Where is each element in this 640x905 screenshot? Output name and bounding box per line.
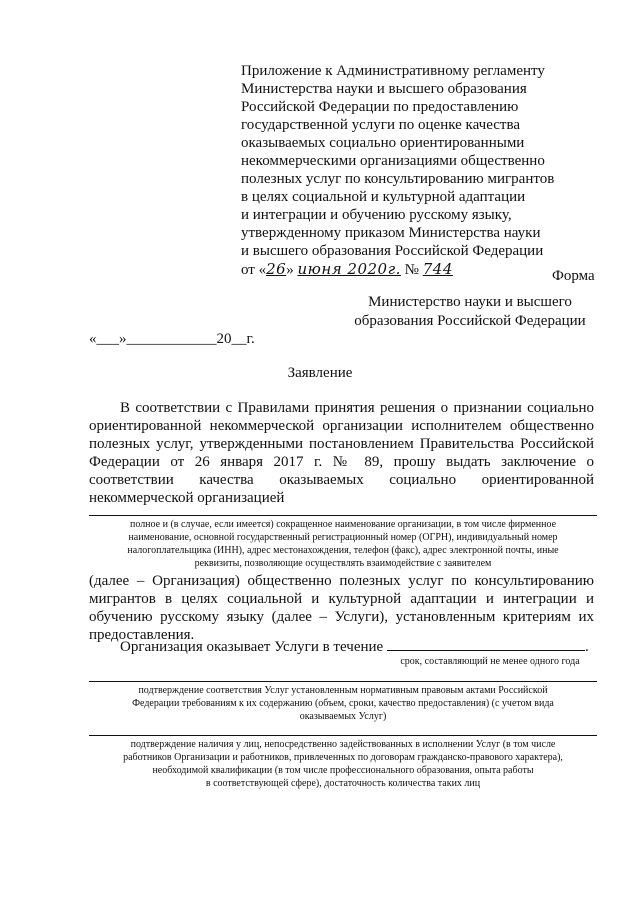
appendix-line: утвержденному приказом Министерства науки [241, 225, 541, 241]
appendix-line: и высшего образования Российской Федерации [241, 243, 544, 259]
compliance-caption [89, 684, 597, 723]
form-label: Форма [552, 268, 595, 284]
organization-name-caption [89, 518, 597, 570]
caption-line: работников Организации и работников, привлеченных по договорам гражданско-правового характера), [123, 752, 563, 763]
appendix-line: и интеграции и обучению русскому языку, [241, 207, 512, 223]
paragraph-services: (далее – Организация) общественно полезных услуг по консультированию мигрантов в целях социальной и культурной адаптации и интеграции и обучению русскому языку (далее – Услуги), установленным критериям их предоставления. [89, 573, 594, 643]
appendix-line: Российской Федерации по предоставлению [241, 99, 519, 115]
application-date-blank: «___»____________20__г. [89, 331, 255, 347]
service-period-line [120, 638, 589, 656]
date-mid: » [286, 262, 294, 278]
caption-line: реквизиты, позволяющие осуществлять взаимодействие с заявителем [194, 558, 492, 569]
appendix-line: полезных услуг по консультированию мигрантов [241, 171, 555, 187]
caption-line: оказываемых Услуг) [299, 711, 387, 722]
compliance-line [89, 681, 597, 682]
service-period-label: Организация оказывает Услуги в течение [120, 639, 384, 655]
addressee-line: образования Российской Федерации [354, 313, 586, 329]
service-period-end: . [584, 639, 589, 655]
appendix-header [241, 62, 581, 279]
appendix-line: государственной услуги по оценке качества [241, 117, 520, 133]
appendix-line: Приложение к Административному регламенту [241, 63, 545, 79]
appendix-line: оказываемых социально ориентированными [241, 135, 525, 151]
appendix-line: некоммерческими организациями общественно [241, 153, 545, 169]
caption-line: полное и (в случае, если имеется) сокращенное наименование организации, в том числе фирменное [129, 519, 557, 530]
caption-line: налогоплательщика (ИНН), адрес местонахождения, телефон (факс), адрес электронной почты, иные [127, 545, 559, 556]
handwritten-order-number: 744 [422, 260, 453, 278]
service-period-caption: срок, составляющий не менее одного года [400, 656, 580, 667]
addressee-line: Министерство науки и высшего [368, 294, 572, 310]
caption-line: в соответствующей сфере), достаточность количества таких лиц [205, 778, 481, 789]
date-prefix: от « [241, 262, 267, 278]
order-date-line [241, 260, 581, 279]
service-period-blank [387, 638, 585, 651]
addressee [345, 293, 595, 331]
caption-line: необходимой квалификации (в том числе профессионального образования, опыта работы [152, 765, 534, 776]
number-label: № [404, 262, 419, 278]
caption-line: Федерации требованиям к их содержанию (объем, сроки, качество предоставления) (с учетом вида [132, 698, 554, 709]
qualification-line [89, 735, 597, 736]
paragraph-request [89, 399, 594, 507]
paragraph-request-text: В соответствии с Правилами принятия решения о признании социально ориентированной некоммерческой организации исполнителем общественно полезных услуг, утвержденными постановлением Правительства Российской Федерации от 26 января 2017 г. № 89, прошу выдать заключение о соответствии качества оказываемых социально ориентированной некоммерческой организацией [89, 400, 594, 506]
appendix-line: в целях социальной и культурной адаптации [241, 189, 526, 205]
organization-name-line [89, 515, 597, 516]
handwritten-month-year: июня 2020г. [297, 260, 401, 278]
caption-line: подтверждение наличия у лиц, непосредственно задействованных в исполнении Услуг (в том числе [130, 739, 556, 750]
appendix-line: Министерства науки и высшего образования [241, 81, 527, 97]
caption-line: наименование, основной государственный регистрационный номер (ОГРН), индивидуальный номер [128, 532, 558, 543]
document-title: Заявление [287, 365, 353, 381]
caption-line: подтверждение соответствия Услуг установленным нормативным правовым актами Российской [138, 685, 548, 696]
qualification-caption [89, 738, 597, 790]
handwritten-day: 26 [266, 260, 287, 278]
